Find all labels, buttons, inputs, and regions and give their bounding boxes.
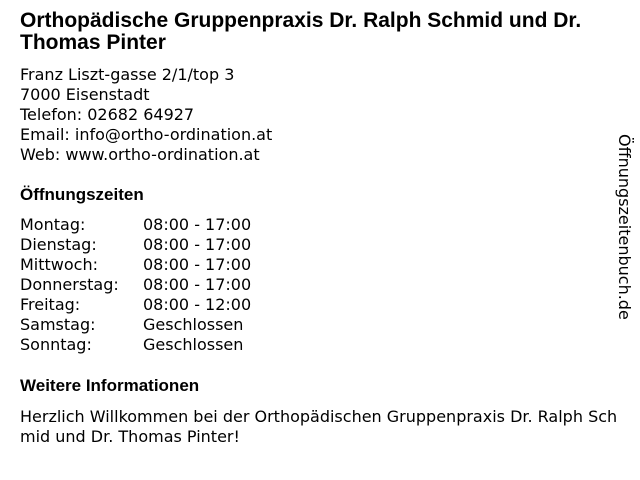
source-watermark: Öffnungszeitenbuch.de xyxy=(615,134,634,320)
opening-hours-heading: Öffnungszeiten xyxy=(20,185,144,204)
practice-title: Orthopädische Gruppenpraxis Dr. Ralph Schmid und Dr. Thomas Pinter xyxy=(20,9,582,54)
street-address: Franz Liszt-gasse 2/1/top 3 xyxy=(20,65,235,84)
day-label: Dienstag: xyxy=(20,235,97,254)
time-value: Geschlossen xyxy=(143,335,244,354)
practice-card xyxy=(20,0,620,447)
hours-row-saturday xyxy=(20,315,620,335)
time-value: 08:00 - 17:00 xyxy=(143,255,252,274)
city-address: 7000 Eisenstadt xyxy=(20,85,150,104)
day-label: Freitag: xyxy=(20,295,81,314)
hours-row-thursday xyxy=(20,275,620,295)
time-value: Geschlossen xyxy=(143,315,244,334)
time-value: 08:00 - 17:00 xyxy=(143,215,252,234)
hours-row-tuesday xyxy=(20,235,620,255)
hours-row-friday xyxy=(20,295,620,315)
welcome-text: Herzlich Willkommen bei der Orthopädischen Gruppenpraxis Dr. Ralph Schmid und Dr. Thomas Pinter! xyxy=(20,407,618,446)
hours-row-wednesday xyxy=(20,255,620,275)
day-label: Donnerstag: xyxy=(20,275,119,294)
phone-number: Telefon: 02682 64927 xyxy=(20,105,195,124)
contact-block xyxy=(20,65,620,165)
more-info-heading: Weitere Informationen xyxy=(20,376,200,395)
day-label: Montag: xyxy=(20,215,86,234)
hours-row-sunday xyxy=(20,335,620,355)
opening-hours-table xyxy=(20,215,620,355)
day-label: Sonntag: xyxy=(20,335,92,354)
time-value: 08:00 - 17:00 xyxy=(143,235,252,254)
website: Web: www.ortho-ordination.at xyxy=(20,145,260,164)
time-value: 08:00 - 17:00 xyxy=(143,275,252,294)
time-value: 08:00 - 12:00 xyxy=(143,295,252,314)
day-label: Samstag: xyxy=(20,315,96,334)
hours-row-monday xyxy=(20,215,620,235)
day-label: Mittwoch: xyxy=(20,255,98,274)
email-address: Email: info@ortho-ordination.at xyxy=(20,125,273,144)
